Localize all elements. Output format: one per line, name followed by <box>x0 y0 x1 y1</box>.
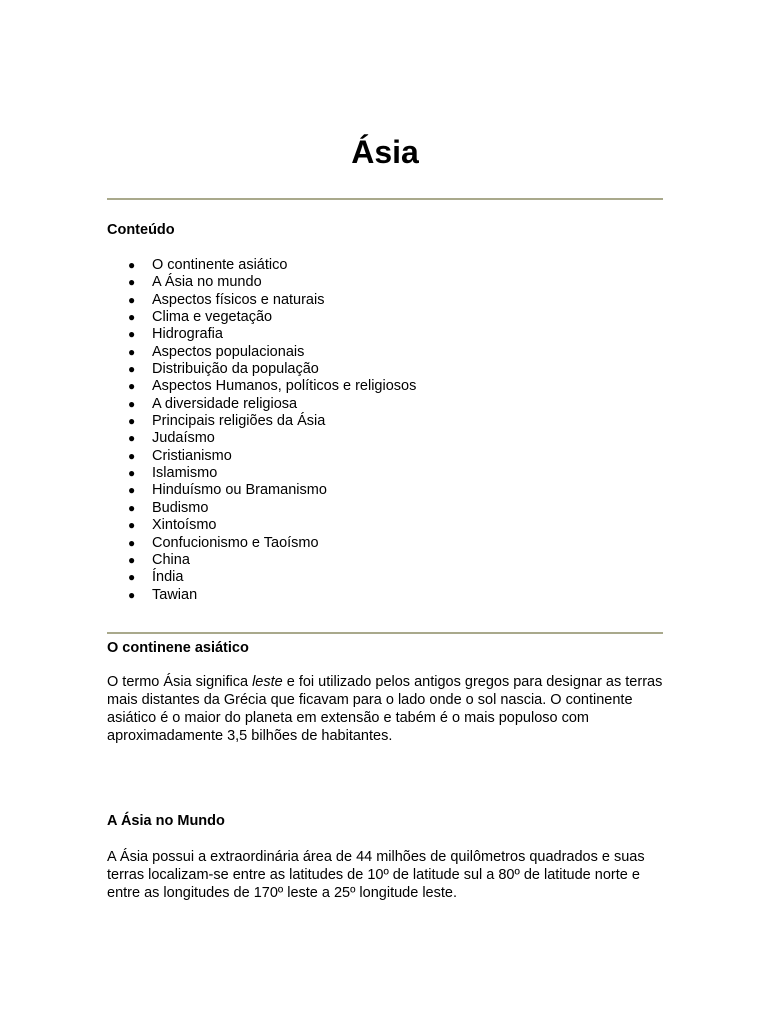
bullet-icon: ● <box>128 396 136 411</box>
list-item <box>107 413 416 430</box>
paragraph-text: O termo Ásia significa <box>107 674 253 690</box>
bullet-icon: ● <box>128 258 136 272</box>
list-item <box>107 361 416 378</box>
list-item <box>107 326 416 343</box>
list-item-label: Distribuição da população <box>152 361 319 378</box>
list-item-label: Judaísmo <box>152 430 215 447</box>
bullet-icon: ● <box>128 414 136 429</box>
paragraph-text: e foi utilizado pelos antigos gregos para designar as terras mais distantes da Grécia que ficavam para o lado onde o sol nascia. O continente asiático é o maior do planeta em extensão e tabém é o mais populoso com aproximadamente 3,5 bilhões de habitantes. <box>107 674 663 744</box>
list-item <box>107 430 416 447</box>
list-item-label: Principais religiões da Ásia <box>152 413 326 430</box>
bullet-icon: ● <box>128 570 136 585</box>
list-item-label: Xintoísmo <box>152 517 217 534</box>
bullet-icon: ● <box>128 448 136 463</box>
section-heading: A Ásia no Mundo <box>107 813 225 829</box>
bullet-icon: ● <box>128 310 136 325</box>
list-item-label: Cristianismo <box>152 447 232 464</box>
list-item-label: Índia <box>152 569 184 586</box>
bullet-icon: ● <box>128 327 136 342</box>
list-item-label: Aspectos físicos e naturais <box>152 291 325 308</box>
list-item-label: O continente asiático <box>152 257 288 273</box>
bullet-icon: ● <box>128 552 136 567</box>
section-paragraph <box>107 673 663 745</box>
list-item <box>107 552 416 569</box>
bullet-icon: ● <box>128 275 136 290</box>
bullet-icon: ● <box>128 518 136 533</box>
list-item-label: Hinduísmo ou Bramanismo <box>152 482 327 499</box>
contents-heading: Conteúdo <box>107 222 175 238</box>
list-item-label: Islamismo <box>152 465 218 482</box>
list-item-label: China <box>152 551 190 568</box>
list-item <box>107 309 416 326</box>
list-item <box>107 500 416 517</box>
list-item <box>107 257 416 274</box>
list-item <box>107 344 416 361</box>
list-item <box>107 448 416 465</box>
list-item <box>107 378 416 395</box>
horizontal-divider <box>107 632 663 634</box>
bullet-icon: ● <box>128 587 136 602</box>
list-item <box>107 517 416 534</box>
list-item <box>107 587 416 604</box>
list-item <box>107 482 416 499</box>
list-item <box>107 535 416 552</box>
bullet-icon: ● <box>128 431 136 446</box>
list-item-label: A diversidade religiosa <box>152 395 298 412</box>
bullet-icon: ● <box>128 292 136 307</box>
bullet-icon: ● <box>128 483 136 498</box>
list-item <box>107 465 416 482</box>
section-heading: O continene asiático <box>107 640 249 656</box>
list-item-label: Aspectos populacionais <box>152 343 305 360</box>
list-item-label: Clima e vegetação <box>152 309 273 326</box>
list-item <box>107 292 416 309</box>
list-item-label: Hidrografia <box>152 326 223 343</box>
list-item <box>107 274 416 291</box>
bullet-icon: ● <box>128 535 136 550</box>
bullet-icon: ● <box>128 500 136 515</box>
list-item <box>107 569 416 586</box>
emphasized-word: leste <box>252 674 283 690</box>
list-item-label: A Ásia no mundo <box>152 274 262 291</box>
list-item-label: Budismo <box>152 499 209 516</box>
bullet-icon: ● <box>128 362 136 377</box>
bullet-icon: ● <box>128 379 136 394</box>
document-title: Ásia <box>351 134 419 170</box>
contents-list <box>107 257 416 604</box>
bullet-icon: ● <box>128 466 136 481</box>
list-item-label: Aspectos Humanos, políticos e religiosos <box>152 378 417 395</box>
section-paragraph: A Ásia possui a extraordinária área de 44 milhões de quilômetros quadrados e suas terras localizam-se entre as latitudes de 10º de latitude sul a 80º de latitude norte e entre as longitudes de 170º leste a 25º longitude leste. <box>107 849 645 901</box>
list-item-label: Confucionismo e Taoísmo <box>152 534 319 551</box>
bullet-icon: ● <box>128 344 136 359</box>
list-item <box>107 396 416 413</box>
horizontal-divider <box>107 198 663 200</box>
list-item-label: Tawian <box>152 586 198 603</box>
